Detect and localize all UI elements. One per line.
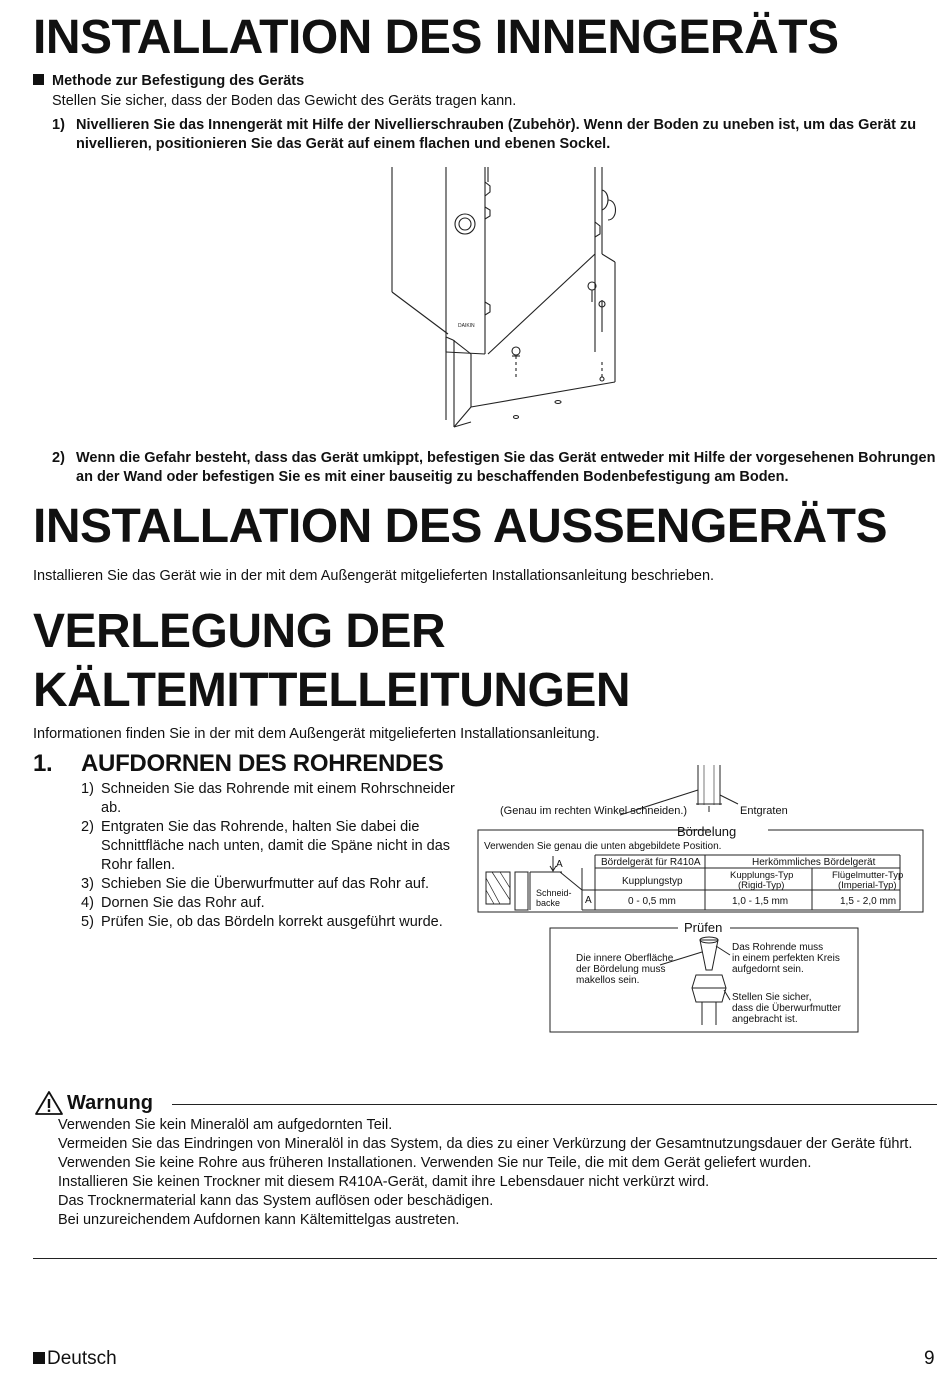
value-rigid: 1,0 - 1,5 mm — [732, 896, 789, 907]
flaring-step — [81, 780, 461, 818]
flaring-step — [81, 913, 461, 932]
bullet-square-icon — [33, 1352, 45, 1364]
language-label: Deutsch — [47, 1348, 117, 1369]
bullet-square-icon — [33, 74, 44, 85]
warning-body — [58, 1116, 938, 1230]
floor-weight-note: Stellen Sie sicher, dass der Boden das Gewicht des Geräts tragen kann. — [52, 93, 517, 109]
col-wingnut-2: (Imperial-Typ) — [838, 880, 897, 891]
check-left-1: Die innere Oberfläche — [576, 953, 674, 964]
flaring-step — [81, 875, 461, 894]
die-label-1: Schneid- — [536, 888, 572, 898]
col-wingnut-1: Flügelmutter-Typ — [832, 870, 904, 881]
step-anchor-unit — [52, 449, 937, 487]
step-number: 2) — [52, 450, 65, 466]
step-text: Nivellieren Sie das Innengerät mit Hilfe der Nivellierschrauben (Zubehör). Wenn der Boden zu uneben ist, um das Gerät zu nivellieren, positionieren Sie das Gerät auf einem flachen und ebenen Sockel. — [76, 117, 917, 152]
table-head-r410a: Bördelgerät für R410A — [601, 857, 701, 868]
cut-square-label: (Genau im rechten Winkel schneiden.) — [500, 805, 688, 817]
flaring-procedure-figure — [470, 760, 940, 1040]
dimension-a-label: A — [556, 859, 563, 870]
step-text: Dornen Sie das Rohr auf. — [101, 895, 265, 911]
footer-language — [33, 1348, 117, 1370]
page-number: 9 — [924, 1348, 935, 1369]
title-line-1: VERLEGUNG DER — [33, 605, 446, 658]
warning-title: Warnung — [67, 1092, 153, 1114]
step-number: 5) — [81, 914, 94, 930]
step-number: 3) — [81, 876, 94, 892]
step-text: Entgraten Sie das Rohrende, halten Sie dabei die Schnittfläche nach unten, damit die Späne nicht in das Rohr fallen. — [101, 819, 451, 873]
warning-triangle-icon — [34, 1090, 64, 1116]
check-right-bot-1: Stellen Sie sicher, — [732, 992, 812, 1003]
warning-line: Das Trocknermaterial kann das System auflösen oder beschädigen. — [58, 1193, 494, 1209]
subsection-number: 1. — [33, 750, 53, 777]
step-text: Wenn die Gefahr besteht, dass das Gerät umkippt, befestigen Sie das Gerät entweder mit Hilfe der vorgesehenen Bohrungen an der Wand oder befestigen Sie es mit einer bauseitig zu beschaffenden Bodenbefestigung am Boden. — [76, 450, 936, 485]
warning-line: Installieren Sie keinen Trockner mit diesem R410A-Gerät, damit ihre Lebensdauer nicht verkürzt wird. — [58, 1174, 710, 1190]
check-right-top-3: aufgedornt sein. — [732, 964, 804, 975]
check-title: Prüfen — [684, 920, 723, 935]
col-rigid-2: (Rigid-Typ) — [738, 880, 785, 891]
check-right-top-2: in einem perfekten Kreis — [732, 953, 840, 964]
value-imperial: 1,5 - 2,0 mm — [840, 896, 897, 907]
step-text: Schieben Sie die Überwurfmutter auf das Rohr auf. — [101, 876, 430, 892]
step-number: 1) — [52, 117, 65, 133]
flaring-step — [81, 818, 461, 875]
warning-line: Bei unzureichendem Aufdornen kann Kältemittelgas austreten. — [58, 1212, 460, 1228]
step-number: 4) — [81, 895, 94, 911]
deburr-label: Entgraten — [740, 805, 788, 817]
refrigerant-info-note: Informationen finden Sie in der mit dem Außengerät mitgelieferten Installationsanleitung. — [33, 726, 600, 742]
check-left-2: der Bördelung muss — [576, 964, 666, 975]
step-text: Prüfen Sie, ob das Bördeln korrekt ausgeführt wurde. — [101, 914, 443, 930]
mounting-subheading — [33, 72, 304, 91]
check-right-bot-2: dass die Überwurfmutter — [732, 1003, 841, 1014]
row-a-label: A — [585, 895, 592, 906]
value-r410a: 0 - 0,5 mm — [628, 896, 676, 907]
col-rigid-1: Kupplungs-Typ — [730, 870, 794, 881]
svg-text:DAIKIN: DAIKIN — [458, 323, 475, 329]
subsection-title: AUFDORNEN DES ROHRENDES — [81, 750, 444, 777]
flaring-step — [81, 894, 461, 913]
title-line-2: KÄLTEMITTELLEITUNGEN — [33, 664, 631, 717]
check-right-top-1: Das Rohrende muss — [732, 942, 824, 953]
step-number: 1) — [81, 781, 94, 797]
table-head-conventional: Herkömmliches Bördelgerät — [752, 857, 876, 868]
warning-line: Verwenden Sie kein Mineralöl am aufgedornten Teil. — [58, 1117, 393, 1133]
subsection-flaring-heading — [33, 750, 444, 778]
outdoor-install-note: Installieren Sie das Gerät wie in der mit dem Außengerät mitgelieferten Installationsanleitung beschrieben. — [33, 568, 715, 584]
col-clutch-type: Kupplungstyp — [622, 876, 683, 887]
warning-line: Verwenden Sie keine Rohre aus früheren Installationen. Verwenden Sie nur Teile, die mit dem Gerät geliefert wurden. — [58, 1155, 812, 1171]
step-text: Schneiden Sie das Rohrende mit einem Rohrschneider ab. — [101, 781, 455, 816]
mounting-subheading-text: Methode zur Befestigung des Geräts — [52, 73, 305, 89]
flaring-title: Bördelung — [677, 824, 737, 839]
section-title-indoor: INSTALLATION DES INNENGERÄTS — [33, 11, 839, 64]
warning-rule-bottom — [33, 1258, 937, 1259]
step-level-unit — [52, 116, 932, 154]
check-left-3: makellos sein. — [576, 975, 640, 986]
die-label-2: backe — [536, 898, 561, 908]
warning-rule-top — [172, 1104, 937, 1105]
flaring-note: Verwenden Sie genau die unten abgebildete Position. — [484, 841, 722, 852]
section-title-refrigerant-piping — [33, 602, 630, 720]
warning-line: Vermeiden Sie das Eindringen von Mineralöl in das System, da dies zu einer Verkürzung der Gesamtnutzungsdauer der Geräte führt. — [58, 1136, 913, 1152]
indoor-unit-leveling-drawing — [340, 162, 640, 444]
section-title-outdoor: INSTALLATION DES AUSSENGERÄTS — [33, 500, 887, 553]
check-right-bot-3: angebracht ist. — [732, 1014, 798, 1025]
step-number: 2) — [81, 819, 94, 835]
